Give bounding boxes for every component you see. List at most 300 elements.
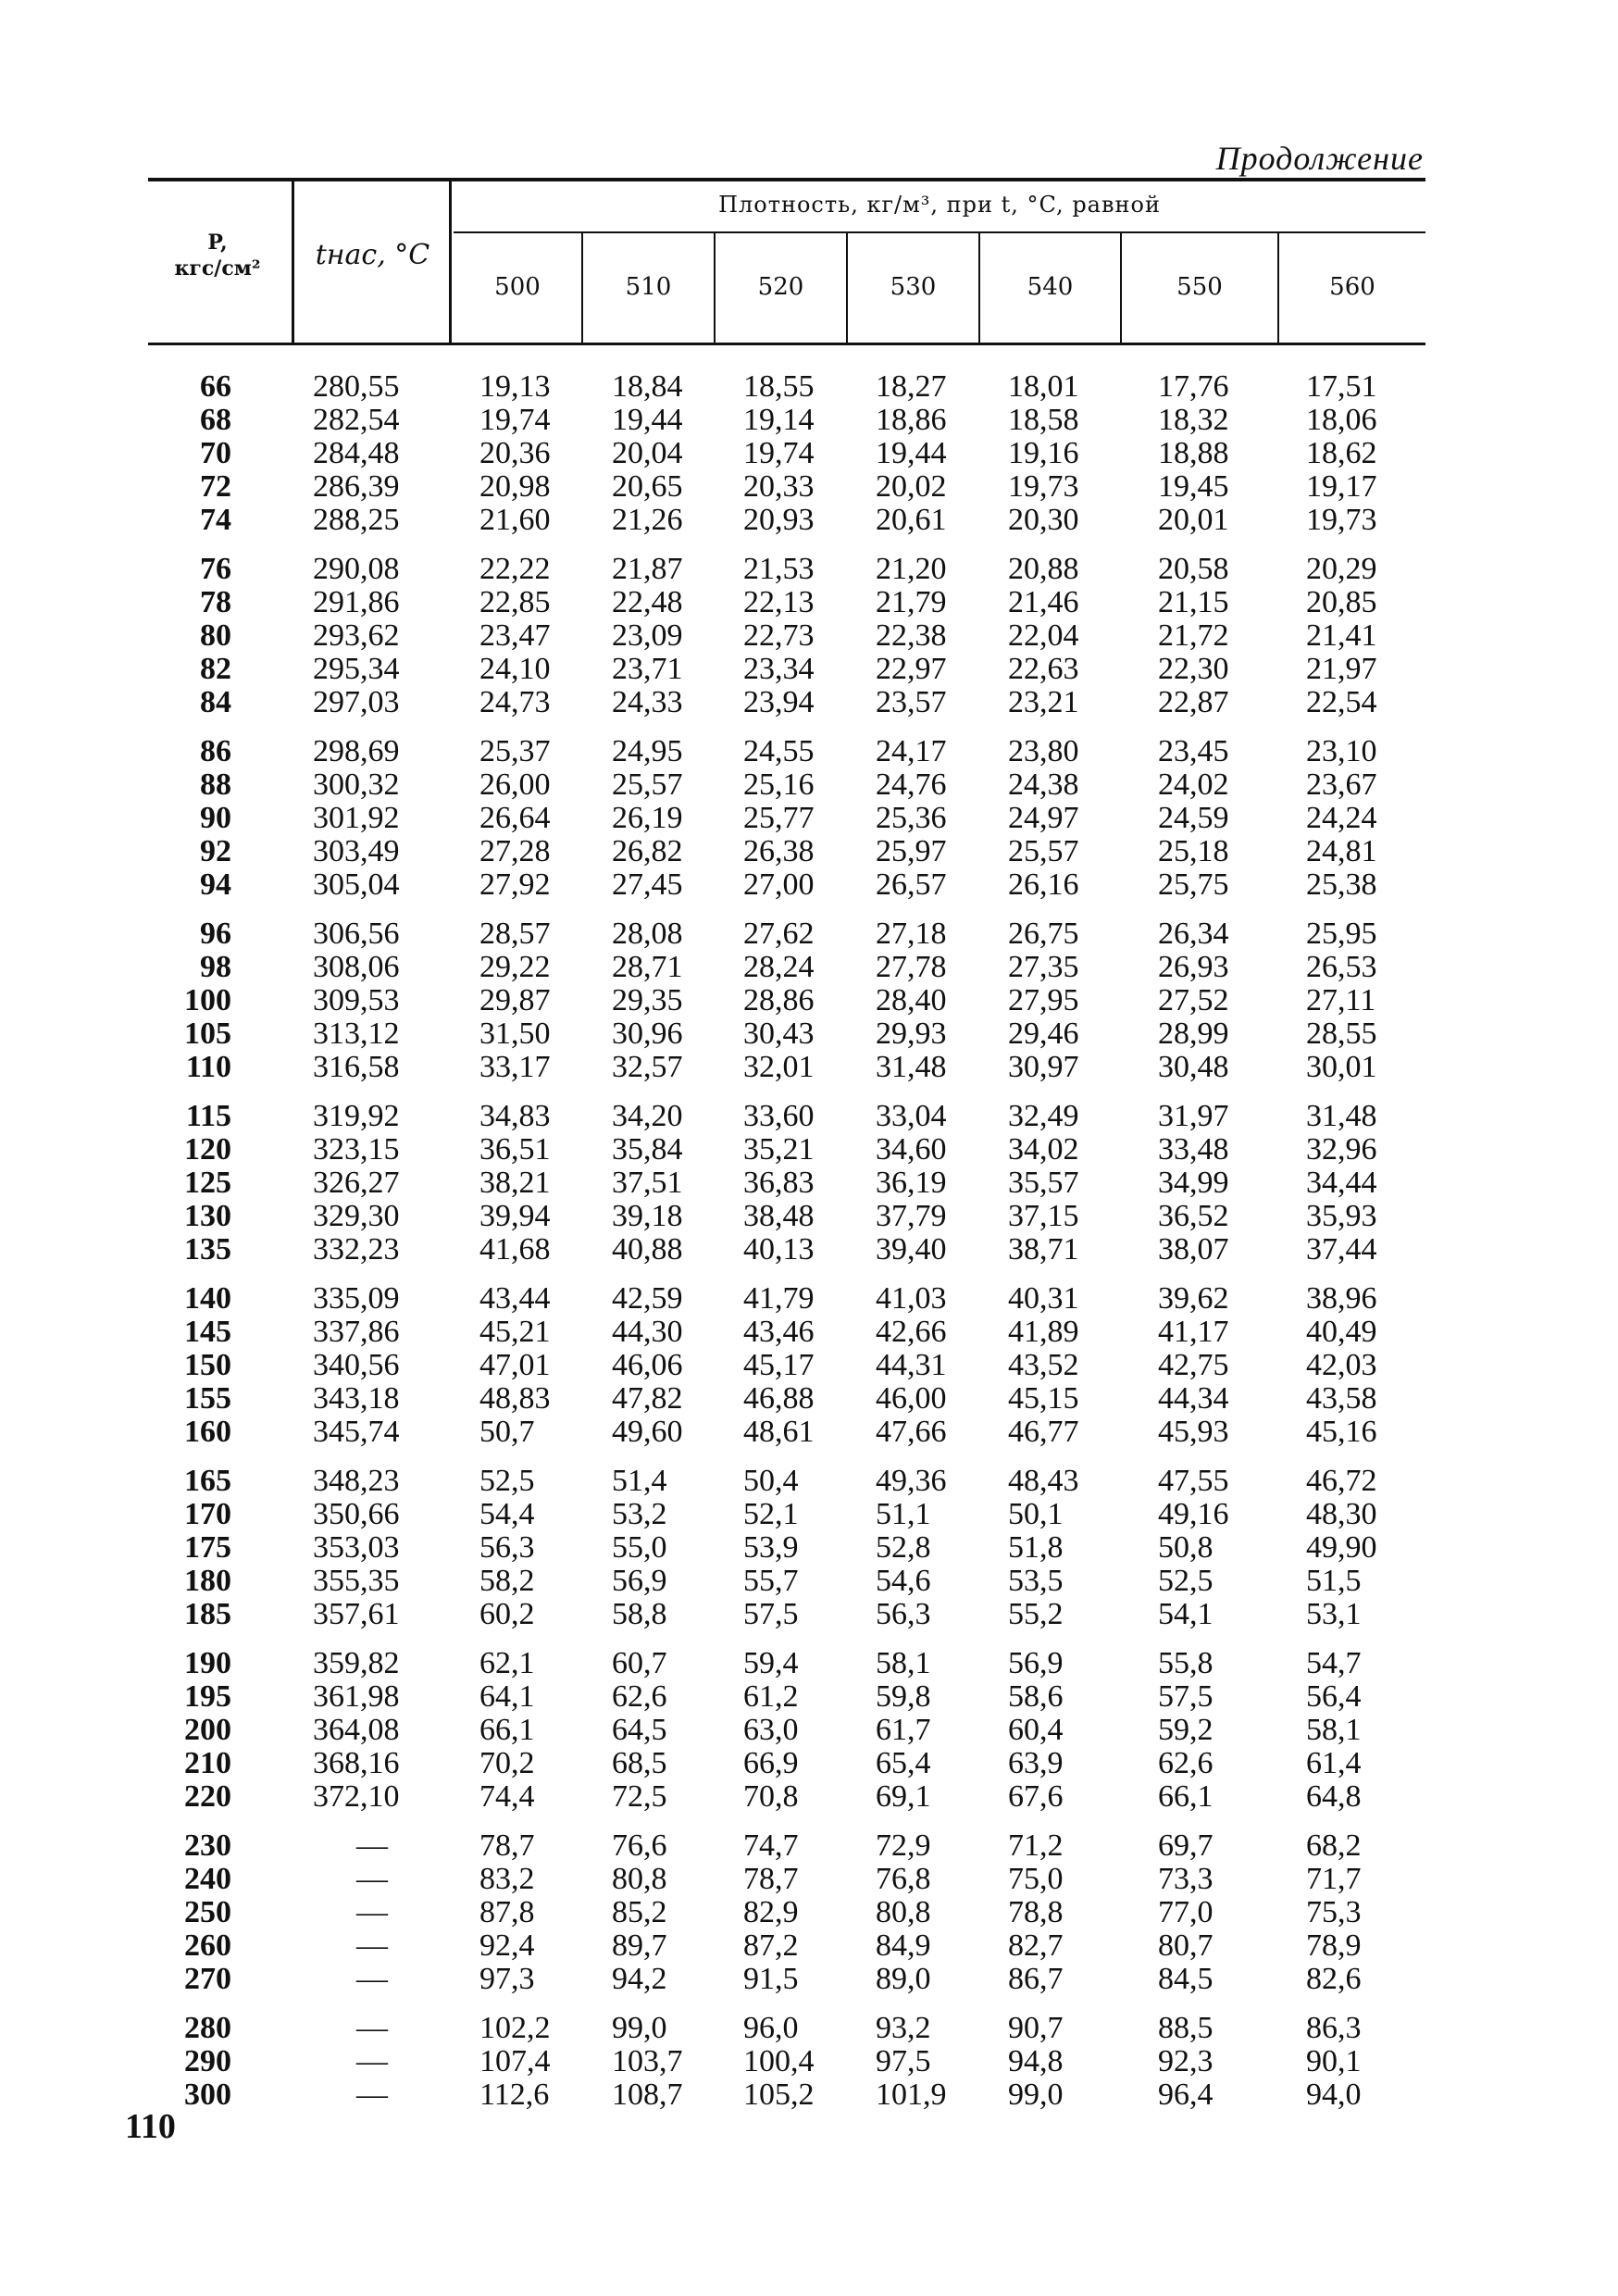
density-cell: 42,59 <box>612 1281 683 1316</box>
density-cell: 28,55 <box>1306 1017 1377 1051</box>
density-cell: 94,8 <box>1008 2044 1064 2078</box>
density-cell: 21,60 <box>479 503 551 537</box>
density-cell: 58,2 <box>479 1564 535 1598</box>
saturation-temperature-cell: 361,98 <box>313 1679 400 1714</box>
saturation-temperature-cell: 303,49 <box>313 834 400 868</box>
density-cell: 21,26 <box>612 503 683 537</box>
density-cell: 33,04 <box>876 1099 947 1133</box>
density-cell: 50,4 <box>743 1464 799 1498</box>
density-cell: 33,17 <box>479 1050 551 1084</box>
density-cell: 38,96 <box>1306 1281 1377 1316</box>
density-cell: 87,2 <box>743 1928 799 1963</box>
density-cell: 36,83 <box>743 1166 815 1200</box>
density-cell: 18,62 <box>1306 436 1377 470</box>
pressure-cell: 200 <box>184 1713 231 1747</box>
density-cell: 24,55 <box>743 734 815 768</box>
saturation-temperature-cell: 297,03 <box>313 685 400 719</box>
density-cell: 21,41 <box>1306 618 1377 653</box>
saturation-temperature-cell: — <box>356 2044 388 2078</box>
density-cell: 18,84 <box>612 369 683 404</box>
header-saturation-temperature: tнас, °C <box>315 239 430 271</box>
saturation-temperature-cell: 313,12 <box>313 1017 400 1051</box>
density-cell: 28,86 <box>743 983 815 1017</box>
density-cell: 50,8 <box>1158 1530 1214 1565</box>
density-cell: 36,51 <box>479 1132 551 1167</box>
density-cell: 41,68 <box>479 1232 551 1267</box>
density-cell: 27,45 <box>612 867 683 902</box>
density-cell: 20,61 <box>876 503 947 537</box>
density-cell: 47,66 <box>876 1415 947 1449</box>
density-cell: 47,55 <box>1158 1464 1229 1498</box>
density-cell: 58,8 <box>612 1597 667 1631</box>
density-cell: 23,57 <box>876 685 947 719</box>
density-cell: 20,85 <box>1306 585 1377 619</box>
density-cell: 43,52 <box>1008 1348 1079 1382</box>
density-cell: 70,8 <box>743 1779 799 1814</box>
density-cell: 43,58 <box>1306 1381 1377 1416</box>
pressure-cell: 92 <box>200 834 231 868</box>
pressure-cell: 185 <box>184 1597 231 1631</box>
density-cell: 94,2 <box>612 1962 667 1996</box>
density-cell: 89,7 <box>612 1928 667 1963</box>
saturation-temperature-cell: 323,15 <box>313 1132 400 1167</box>
density-cell: 25,37 <box>479 734 551 768</box>
density-cell: 19,74 <box>479 403 551 437</box>
density-cell: 41,17 <box>1158 1315 1229 1349</box>
density-cell: 57,5 <box>743 1597 799 1631</box>
density-cell: 78,7 <box>479 1828 535 1863</box>
density-cell: 55,2 <box>1008 1597 1064 1631</box>
density-cell: 27,92 <box>479 867 551 902</box>
density-cell: 54,4 <box>479 1497 535 1531</box>
pressure-cell: 105 <box>184 1017 231 1051</box>
table-top-rule <box>148 178 1425 181</box>
pressure-cell: 170 <box>184 1497 231 1531</box>
density-cell: 21,46 <box>1008 585 1079 619</box>
density-cell: 47,01 <box>479 1348 551 1382</box>
density-cell: 51,8 <box>1008 1530 1064 1565</box>
saturation-temperature-cell: 301,92 <box>313 801 400 835</box>
density-cell: 45,17 <box>743 1348 815 1382</box>
pressure-cell: 70 <box>200 436 231 470</box>
density-cell: 27,35 <box>1008 950 1079 984</box>
density-cell: 40,49 <box>1306 1315 1377 1349</box>
density-cell: 26,38 <box>743 834 815 868</box>
saturation-temperature-cell: 337,86 <box>313 1315 400 1349</box>
density-cell: 46,88 <box>743 1381 815 1416</box>
density-cell: 19,16 <box>1008 436 1079 470</box>
density-cell: 24,73 <box>479 685 551 719</box>
density-cell: 19,44 <box>876 436 947 470</box>
density-cell: 20,01 <box>1158 503 1229 537</box>
saturation-temperature-cell: — <box>356 1862 388 1896</box>
density-cell: 23,34 <box>743 652 815 686</box>
pressure-cell: 240 <box>184 1862 231 1896</box>
pressure-cell: 94 <box>200 867 231 902</box>
density-cell: 76,6 <box>612 1828 667 1863</box>
density-cell: 56,3 <box>876 1597 931 1631</box>
density-cell: 25,57 <box>612 767 683 802</box>
density-cell: 24,76 <box>876 767 947 802</box>
density-cell: 36,19 <box>876 1166 947 1200</box>
density-cell: 24,97 <box>1008 801 1079 835</box>
pressure-cell: 195 <box>184 1679 231 1714</box>
density-cell: 53,9 <box>743 1530 799 1565</box>
density-cell: 93,2 <box>876 2011 931 2045</box>
density-cell: 31,48 <box>1306 1099 1377 1133</box>
density-cell: 32,01 <box>743 1050 815 1084</box>
density-cell: 42,66 <box>876 1315 947 1349</box>
density-cell: 29,93 <box>876 1017 947 1051</box>
density-cell: 73,3 <box>1158 1862 1214 1896</box>
density-cell: 47,82 <box>612 1381 683 1416</box>
density-cell: 17,51 <box>1306 369 1377 404</box>
density-cell: 76,8 <box>876 1862 931 1896</box>
continuation-label: Продолжение <box>1215 140 1424 177</box>
saturation-temperature-cell: — <box>356 2078 388 2112</box>
density-cell: 56,4 <box>1306 1679 1362 1714</box>
density-cell: 32,96 <box>1306 1132 1377 1167</box>
density-cell: 51,5 <box>1306 1564 1362 1598</box>
density-cell: 100,4 <box>743 2044 815 2078</box>
density-cell: 78,8 <box>1008 1895 1064 1929</box>
density-cell: 38,07 <box>1158 1232 1229 1267</box>
density-cell: 27,62 <box>743 917 815 951</box>
density-cell: 42,75 <box>1158 1348 1229 1382</box>
saturation-temperature-cell: 282,54 <box>313 403 400 437</box>
density-cell: 45,21 <box>479 1315 551 1349</box>
density-cell: 28,71 <box>612 950 683 984</box>
density-cell: 70,2 <box>479 1746 535 1780</box>
density-cell: 64,8 <box>1306 1779 1362 1814</box>
density-cell: 112,6 <box>479 2078 550 2112</box>
pressure-cell: 76 <box>200 552 231 586</box>
density-cell: 84,9 <box>876 1928 931 1963</box>
density-cell: 45,15 <box>1008 1381 1079 1416</box>
density-cell: 24,17 <box>876 734 947 768</box>
density-cell: 27,52 <box>1158 983 1229 1017</box>
density-cell: 65,4 <box>876 1746 931 1780</box>
density-cell: 20,30 <box>1008 503 1079 537</box>
density-cell: 20,88 <box>1008 552 1079 586</box>
pressure-cell: 88 <box>200 767 231 802</box>
pressure-cell: 86 <box>200 734 231 768</box>
density-cell: 50,1 <box>1008 1497 1064 1531</box>
density-cell: 101,9 <box>876 2078 947 2112</box>
temperature-column-header: 540 <box>1027 273 1074 301</box>
density-cell: 21,72 <box>1158 618 1229 653</box>
density-cell: 39,94 <box>479 1199 551 1233</box>
saturation-temperature-cell: 309,53 <box>313 983 400 1017</box>
density-cell: 25,77 <box>743 801 815 835</box>
density-cell: 41,03 <box>876 1281 947 1316</box>
saturation-temperature-cell: 284,48 <box>313 436 400 470</box>
density-cell: 29,46 <box>1008 1017 1079 1051</box>
density-cell: 107,4 <box>479 2044 551 2078</box>
density-cell: 35,21 <box>743 1132 815 1167</box>
saturation-temperature-cell: 345,74 <box>313 1415 400 1449</box>
density-cell: 24,59 <box>1158 801 1229 835</box>
density-cell: 29,35 <box>612 983 683 1017</box>
density-cell: 27,11 <box>1306 983 1376 1017</box>
density-cell: 63,0 <box>743 1713 799 1747</box>
density-cell: 30,97 <box>1008 1050 1079 1084</box>
density-cell: 39,40 <box>876 1232 947 1267</box>
density-cell: 21,20 <box>876 552 947 586</box>
density-cell: 72,5 <box>612 1779 667 1814</box>
density-cell: 27,00 <box>743 867 815 902</box>
density-cell: 19,73 <box>1008 469 1079 504</box>
density-cell: 53,1 <box>1306 1597 1362 1631</box>
density-cell: 22,63 <box>1008 652 1079 686</box>
density-cell: 28,40 <box>876 983 947 1017</box>
density-cell: 49,60 <box>612 1415 683 1449</box>
pressure-cell: 72 <box>200 469 231 504</box>
density-cell: 24,10 <box>479 652 551 686</box>
pressure-cell: 290 <box>184 2044 231 2078</box>
density-cell: 34,99 <box>1158 1166 1229 1200</box>
density-cell: 92,3 <box>1158 2044 1214 2078</box>
density-cell: 57,5 <box>1158 1679 1214 1714</box>
saturation-temperature-cell: — <box>356 1962 388 1996</box>
density-cell: 30,01 <box>1306 1050 1377 1084</box>
density-cell: 60,7 <box>612 1646 667 1680</box>
saturation-temperature-cell: 372,10 <box>313 1779 400 1814</box>
density-cell: 29,22 <box>479 950 551 984</box>
density-cell: 59,2 <box>1158 1713 1214 1747</box>
header-density: Плотность, кг/м³, при t, °C, равной <box>718 192 1161 218</box>
density-cell: 26,75 <box>1008 917 1079 951</box>
density-cell: 87,8 <box>479 1895 535 1929</box>
density-cell: 78,7 <box>743 1862 799 1896</box>
density-cell: 61,4 <box>1306 1746 1362 1780</box>
density-cell: 40,13 <box>743 1232 815 1267</box>
density-cell: 78,9 <box>1306 1928 1362 1963</box>
temperature-column-header: 550 <box>1176 273 1223 301</box>
density-cell: 88,5 <box>1158 2011 1214 2045</box>
density-cell: 26,19 <box>612 801 683 835</box>
density-cell: 97,5 <box>876 2044 931 2078</box>
density-cell: 25,57 <box>1008 834 1079 868</box>
saturation-temperature-cell: 359,82 <box>313 1646 400 1680</box>
density-cell: 108,7 <box>612 2078 683 2112</box>
density-cell: 18,55 <box>743 369 815 404</box>
saturation-temperature-cell: 326,27 <box>313 1166 400 1200</box>
density-cell: 61,7 <box>876 1713 931 1747</box>
density-cell: 28,57 <box>479 917 551 951</box>
density-cell: 22,13 <box>743 585 815 619</box>
density-cell: 83,2 <box>479 1862 535 1896</box>
density-cell: 30,43 <box>743 1017 815 1051</box>
pressure-cell: 300 <box>184 2078 231 2112</box>
density-cell: 75,3 <box>1306 1895 1362 1929</box>
density-cell: 64,1 <box>479 1679 535 1714</box>
density-cell: 72,9 <box>876 1828 931 1863</box>
density-cell: 58,1 <box>876 1646 931 1680</box>
density-cell: 26,82 <box>612 834 683 868</box>
density-cell: 54,7 <box>1306 1646 1362 1680</box>
pressure-cell: 82 <box>200 652 231 686</box>
density-cell: 32,57 <box>612 1050 683 1084</box>
pressure-cell: 260 <box>184 1928 231 1963</box>
saturation-temperature-cell: — <box>356 2011 388 2045</box>
saturation-temperature-cell: 280,55 <box>313 369 400 404</box>
density-cell: 20,93 <box>743 503 815 537</box>
density-cell: 45,16 <box>1306 1415 1377 1449</box>
density-cell: 25,36 <box>876 801 947 835</box>
density-cell: 53,5 <box>1008 1564 1064 1598</box>
density-cell: 48,83 <box>479 1381 551 1416</box>
density-cell: 58,6 <box>1008 1679 1064 1714</box>
density-cell: 28,99 <box>1158 1017 1229 1051</box>
density-cell: 96,0 <box>743 2011 799 2045</box>
density-cell: 53,2 <box>612 1497 667 1531</box>
density-cell: 91,5 <box>743 1962 799 1996</box>
pressure-cell: 125 <box>184 1166 231 1200</box>
pressure-cell: 150 <box>184 1348 231 1382</box>
density-cell: 19,74 <box>743 436 815 470</box>
density-cell: 99,0 <box>612 2011 667 2045</box>
density-cell: 24,24 <box>1306 801 1377 835</box>
density-cell: 82,9 <box>743 1895 799 1929</box>
density-cell: 52,1 <box>743 1497 799 1531</box>
density-cell: 37,15 <box>1008 1199 1079 1233</box>
density-cell: 82,6 <box>1306 1962 1362 1996</box>
density-cell: 26,16 <box>1008 867 1079 902</box>
density-cell: 64,5 <box>612 1713 667 1747</box>
density-cell: 59,4 <box>743 1646 799 1680</box>
density-cell: 20,65 <box>612 469 683 504</box>
density-cell: 19,14 <box>743 403 815 437</box>
density-cell: 69,7 <box>1158 1828 1214 1863</box>
density-cell: 36,52 <box>1158 1199 1229 1233</box>
density-cell: 58,1 <box>1306 1713 1362 1747</box>
density-cell: 34,83 <box>479 1099 551 1133</box>
density-cell: 68,5 <box>612 1746 667 1780</box>
density-cell: 20,04 <box>612 436 683 470</box>
pressure-cell: 90 <box>200 801 231 835</box>
density-cell: 20,58 <box>1158 552 1229 586</box>
density-cell: 84,5 <box>1158 1962 1214 1996</box>
header-pressure <box>148 230 287 281</box>
density-cell: 20,36 <box>479 436 551 470</box>
density-cell: 22,85 <box>479 585 551 619</box>
density-cell: 34,02 <box>1008 1132 1079 1167</box>
pressure-cell: 100 <box>184 983 231 1017</box>
density-cell: 96,4 <box>1158 2078 1214 2112</box>
density-cell: 18,32 <box>1158 403 1229 437</box>
density-cell: 19,44 <box>612 403 683 437</box>
density-cell: 27,28 <box>479 834 551 868</box>
density-cell: 52,5 <box>1158 1564 1214 1598</box>
density-cell: 80,7 <box>1158 1928 1214 1963</box>
density-header-rule <box>454 231 1425 233</box>
saturation-temperature-cell: 332,23 <box>313 1232 400 1267</box>
density-cell: 23,09 <box>612 618 683 653</box>
pressure-cell: 160 <box>184 1415 231 1449</box>
density-cell: 17,76 <box>1158 369 1229 404</box>
density-cell: 40,31 <box>1008 1281 1079 1316</box>
pressure-cell: 165 <box>184 1464 231 1498</box>
density-cell: 22,22 <box>479 552 551 586</box>
saturation-temperature-cell: 308,06 <box>313 950 400 984</box>
density-cell: 38,71 <box>1008 1232 1079 1267</box>
density-cell: 30,48 <box>1158 1050 1229 1084</box>
density-cell: 34,60 <box>876 1132 947 1167</box>
density-cell: 35,57 <box>1008 1166 1079 1200</box>
density-cell: 99,0 <box>1008 2078 1064 2112</box>
density-cell: 71,7 <box>1306 1862 1362 1896</box>
density-cell: 21,97 <box>1306 652 1377 686</box>
saturation-temperature-cell: — <box>356 1928 388 1963</box>
density-cell: 20,98 <box>479 469 551 504</box>
density-cell: 44,34 <box>1158 1381 1229 1416</box>
density-cell: 23,45 <box>1158 734 1229 768</box>
pressure-cell: 270 <box>184 1962 231 1996</box>
saturation-temperature-cell: 364,08 <box>313 1713 400 1747</box>
density-cell: 60,4 <box>1008 1713 1064 1747</box>
density-cell: 97,3 <box>479 1962 535 1996</box>
saturation-temperature-cell: 288,25 <box>313 503 400 537</box>
density-cell: 50,7 <box>479 1415 535 1449</box>
density-cell: 26,57 <box>876 867 947 902</box>
density-cell: 60,2 <box>479 1597 535 1631</box>
pressure-cell: 145 <box>184 1315 231 1349</box>
saturation-temperature-cell: 295,34 <box>313 652 400 686</box>
density-cell: 56,3 <box>479 1530 535 1565</box>
density-cell: 23,10 <box>1306 734 1377 768</box>
density-cell: 24,95 <box>612 734 683 768</box>
density-cell: 46,77 <box>1008 1415 1079 1449</box>
pressure-cell: 250 <box>184 1895 231 1929</box>
density-cell: 22,30 <box>1158 652 1229 686</box>
pressure-cell: 210 <box>184 1746 231 1780</box>
density-cell: 85,2 <box>612 1895 667 1929</box>
density-cell: 82,7 <box>1008 1928 1064 1963</box>
density-cell: 18,01 <box>1008 369 1079 404</box>
saturation-temperature-cell: 286,39 <box>313 469 400 504</box>
saturation-temperature-cell: 291,86 <box>313 585 400 619</box>
saturation-temperature-cell: 368,16 <box>313 1746 400 1780</box>
saturation-temperature-cell: 335,09 <box>313 1281 400 1316</box>
density-cell: 26,93 <box>1158 950 1229 984</box>
density-cell: 66,1 <box>479 1713 535 1747</box>
density-cell: 21,15 <box>1158 585 1229 619</box>
density-cell: 39,62 <box>1158 1281 1229 1316</box>
pressure-cell: 68 <box>200 403 231 437</box>
density-cell: 24,33 <box>612 685 683 719</box>
density-cell: 46,00 <box>876 1381 947 1416</box>
density-cell: 90,7 <box>1008 2011 1064 2045</box>
density-cell: 49,16 <box>1158 1497 1229 1531</box>
pressure-cell: 74 <box>200 503 231 537</box>
density-cell: 22,48 <box>612 585 683 619</box>
density-cell: 55,0 <box>612 1530 667 1565</box>
density-cell: 21,79 <box>876 585 947 619</box>
density-cell: 74,7 <box>743 1828 799 1863</box>
density-cell: 27,78 <box>876 950 947 984</box>
density-cell: 62,1 <box>479 1646 535 1680</box>
density-cell: 80,8 <box>876 1895 931 1929</box>
pressure-cell: 190 <box>184 1646 231 1680</box>
density-cell: 51,4 <box>612 1464 667 1498</box>
saturation-temperature-cell: 316,58 <box>313 1050 400 1084</box>
pressure-cell: 230 <box>184 1828 231 1863</box>
density-cell: 68,2 <box>1306 1828 1362 1863</box>
density-cell: 27,18 <box>876 917 947 951</box>
density-cell: 46,72 <box>1306 1464 1377 1498</box>
density-cell: 89,0 <box>876 1962 931 1996</box>
